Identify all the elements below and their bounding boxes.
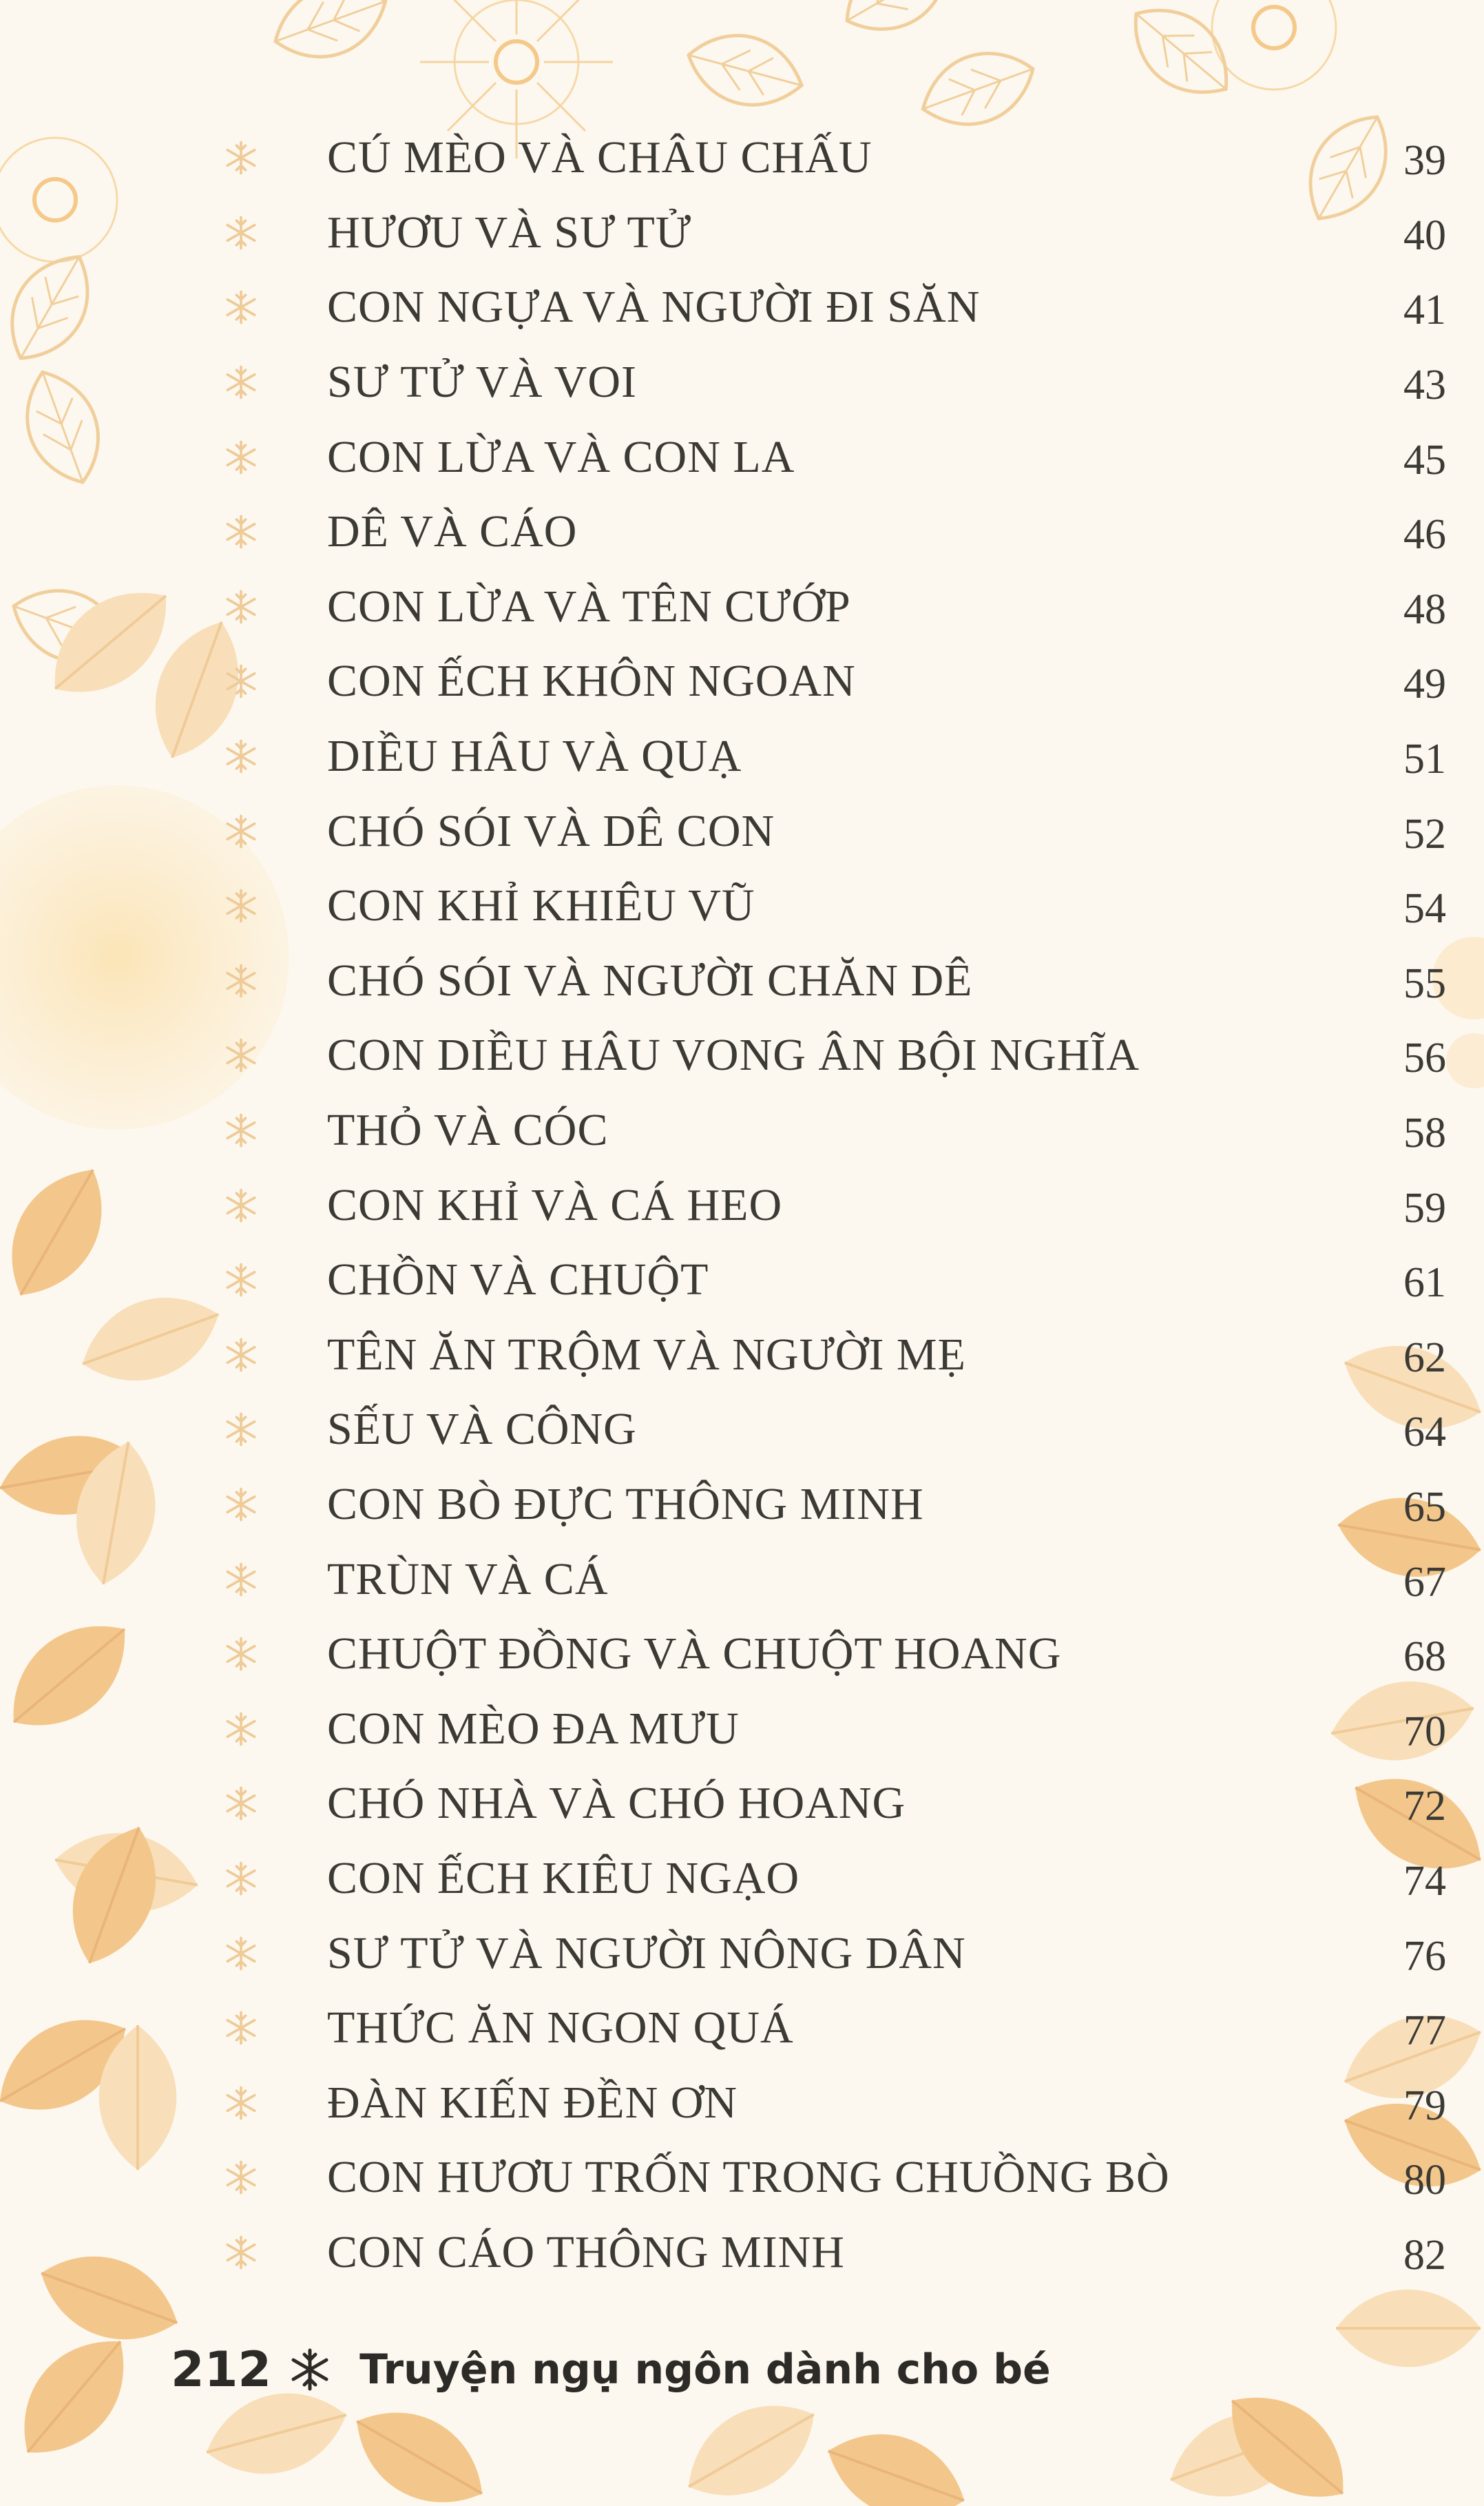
toc-entry-page: 51	[1403, 735, 1446, 783]
snowflake-icon	[220, 2007, 262, 2049]
toc-entry-title: DÊ VÀ CÁO	[327, 506, 578, 557]
toc-entry	[220, 1318, 1446, 1393]
snowflake-icon	[220, 137, 262, 178]
toc-entry-title: CON MÈO ĐA MƯU	[327, 1703, 740, 1754]
toc-entry-title: ĐÀN KIẾN ĐỀN ƠN	[327, 2077, 738, 2128]
toc-entry-title: TRÙN VÀ CÁ	[327, 1553, 609, 1604]
snowflake-icon	[220, 2157, 262, 2198]
book-title: Truyện ngụ ngôn dành cho bé	[359, 2346, 1051, 2394]
snowflake-icon	[220, 1334, 262, 1376]
toc-entry-page: 65	[1403, 1483, 1446, 1531]
snowflake-icon	[220, 885, 262, 926]
toc-entry	[220, 1018, 1446, 1093]
toc-entry-title: HƯƠU VÀ SƯ TỬ	[327, 207, 692, 258]
snowflake-icon	[220, 736, 262, 777]
toc-entry-page: 72	[1403, 1783, 1446, 1830]
toc-entry-page: 70	[1403, 1708, 1446, 1755]
toc-entry	[220, 1392, 1446, 1467]
toc-entry-page: 43	[1403, 361, 1446, 408]
snowflake-icon	[220, 1559, 262, 1600]
snowflake-icon	[288, 2348, 332, 2392]
toc-entry-title: TÊN ĂN TRỘM VÀ NGƯỜI MẸ	[327, 1329, 966, 1380]
toc-entry-title: CON KHỈ KHIÊU VŨ	[327, 880, 755, 931]
toc-entry-title: CON KHỈ VÀ CÁ HEO	[327, 1179, 783, 1230]
toc-entry	[220, 719, 1446, 794]
snowflake-icon	[220, 1484, 262, 1525]
table-of-contents	[220, 121, 1446, 2290]
snowflake-icon	[220, 2232, 262, 2273]
toc-entry	[220, 2065, 1446, 2140]
toc-entry	[220, 2140, 1446, 2215]
toc-entry-page: 68	[1403, 1633, 1446, 1680]
toc-entry-page: 40	[1403, 211, 1446, 259]
toc-entry-title: THỨC ĂN NGON QUÁ	[327, 2002, 794, 2053]
toc-entry-title: DIỀU HÂU VÀ QUẠ	[327, 731, 742, 782]
toc-entry-page: 61	[1403, 1259, 1446, 1306]
snowflake-icon	[220, 1035, 262, 1076]
toc-entry-title: SẾU VÀ CÔNG	[327, 1404, 637, 1455]
toc-entry	[220, 270, 1446, 345]
toc-entry-page: 76	[1403, 1932, 1446, 1980]
snowflake-icon	[220, 2082, 262, 2124]
toc-entry-page: 52	[1403, 810, 1446, 858]
toc-entry	[220, 196, 1446, 271]
page-number: 212	[171, 2341, 272, 2398]
snowflake-icon	[220, 1858, 262, 1899]
toc-entry-page: 41	[1403, 287, 1446, 334]
toc-entry-title: CHÓ SÓI VÀ DÊ CON	[327, 805, 775, 856]
toc-entry	[220, 1243, 1446, 1318]
toc-entry	[220, 1467, 1446, 1542]
toc-entry-page: 74	[1403, 1857, 1446, 1905]
snowflake-icon	[220, 1409, 262, 1450]
toc-entry	[220, 345, 1446, 420]
toc-entry-title: CON HƯƠU TRỐN TRONG CHUỒNG BÒ	[327, 2152, 1170, 2203]
toc-entry-title: CHỒN VÀ CHUỘT	[327, 1254, 709, 1305]
toc-entry-page: 67	[1403, 1558, 1446, 1606]
toc-entry-title: CON CÁO THÔNG MINH	[327, 2226, 845, 2277]
toc-entry	[220, 944, 1446, 1019]
toc-entry-title: CON NGỰA VÀ NGƯỜI ĐI SĂN	[327, 282, 981, 333]
snowflake-icon	[220, 960, 262, 1002]
toc-entry-page: 48	[1403, 586, 1446, 633]
toc-entry	[220, 644, 1446, 719]
toc-entry-title: CON BÒ ĐỰC THÔNG MINH	[327, 1478, 924, 1529]
toc-entry	[220, 1841, 1446, 1916]
snowflake-icon	[220, 661, 262, 702]
toc-entry	[220, 1916, 1446, 1991]
toc-entry-page: 39	[1403, 137, 1446, 185]
toc-entry-title: CON LỪA VÀ TÊN CƯỚP	[327, 581, 851, 632]
toc-entry-page: 45	[1403, 436, 1446, 484]
toc-entry-title: CON ẾCH KIÊU NGẠO	[327, 1852, 800, 1903]
toc-entry	[220, 1542, 1446, 1617]
snowflake-icon	[220, 811, 262, 852]
snowflake-icon	[220, 586, 262, 628]
snowflake-icon	[220, 1933, 262, 1974]
toc-entry-page: 80	[1403, 2157, 1446, 2204]
toc-entry-title: CHÓ NHÀ VÀ CHÓ HOANG	[327, 1778, 906, 1829]
snowflake-icon	[220, 1633, 262, 1675]
toc-entry-title: CÚ MÈO VÀ CHÂU CHẤU	[327, 132, 872, 183]
toc-entry	[220, 794, 1446, 869]
toc-entry-title: THỎ VÀ CÓC	[327, 1105, 609, 1156]
toc-entry	[220, 570, 1446, 645]
snowflake-icon	[220, 1259, 262, 1301]
toc-entry	[220, 1691, 1446, 1766]
toc-entry-page: 54	[1403, 884, 1446, 932]
snowflake-icon	[220, 1783, 262, 1824]
snowflake-icon	[220, 212, 262, 253]
snowflake-icon	[220, 437, 262, 478]
toc-entry-page: 46	[1403, 511, 1446, 559]
toc-entry	[220, 1766, 1446, 1841]
snowflake-icon	[220, 362, 262, 403]
toc-entry	[220, 420, 1446, 495]
snowflake-icon	[220, 511, 262, 552]
toc-entry	[220, 2215, 1446, 2290]
toc-entry-page: 59	[1403, 1184, 1446, 1232]
snowflake-icon	[220, 1708, 262, 1750]
toc-entry	[220, 1168, 1446, 1243]
toc-entry	[220, 1991, 1446, 2066]
toc-entry-title: CON DIỀU HÂU VONG ÂN BỘI NGHĨA	[327, 1030, 1140, 1081]
toc-entry-title: SƯ TỬ VÀ NGƯỜI NÔNG DÂN	[327, 1927, 966, 1978]
toc-entry	[220, 1093, 1446, 1168]
toc-entry-page: 82	[1403, 2231, 1446, 2279]
toc-entry	[220, 495, 1446, 570]
snowflake-icon	[220, 287, 262, 328]
toc-entry-page: 79	[1403, 2082, 1446, 2129]
toc-entry-page: 62	[1403, 1334, 1446, 1381]
toc-entry	[220, 869, 1446, 944]
toc-entry-page: 56	[1403, 1035, 1446, 1082]
toc-entry-title: CHUỘT ĐỒNG VÀ CHUỘT HOANG	[327, 1628, 1062, 1679]
toc-entry	[220, 1617, 1446, 1692]
toc-entry-page: 58	[1403, 1109, 1446, 1157]
toc-entry-title: CON ẾCH KHÔN NGOAN	[327, 656, 856, 707]
toc-entry	[220, 121, 1446, 196]
toc-entry-page: 49	[1403, 661, 1446, 708]
toc-entry-page: 77	[1403, 2007, 1446, 2054]
snowflake-icon	[220, 1185, 262, 1226]
toc-entry-page: 55	[1403, 960, 1446, 1007]
toc-entry-title: SƯ TỬ VÀ VOI	[327, 357, 637, 408]
page-footer	[171, 2328, 1051, 2411]
snowflake-icon	[220, 1110, 262, 1151]
toc-entry-title: CHÓ SÓI VÀ NGƯỜI CHĂN DÊ	[327, 955, 973, 1006]
toc-entry-page: 64	[1403, 1409, 1446, 1456]
toc-entry-title: CON LỪA VÀ CON LA	[327, 431, 795, 482]
